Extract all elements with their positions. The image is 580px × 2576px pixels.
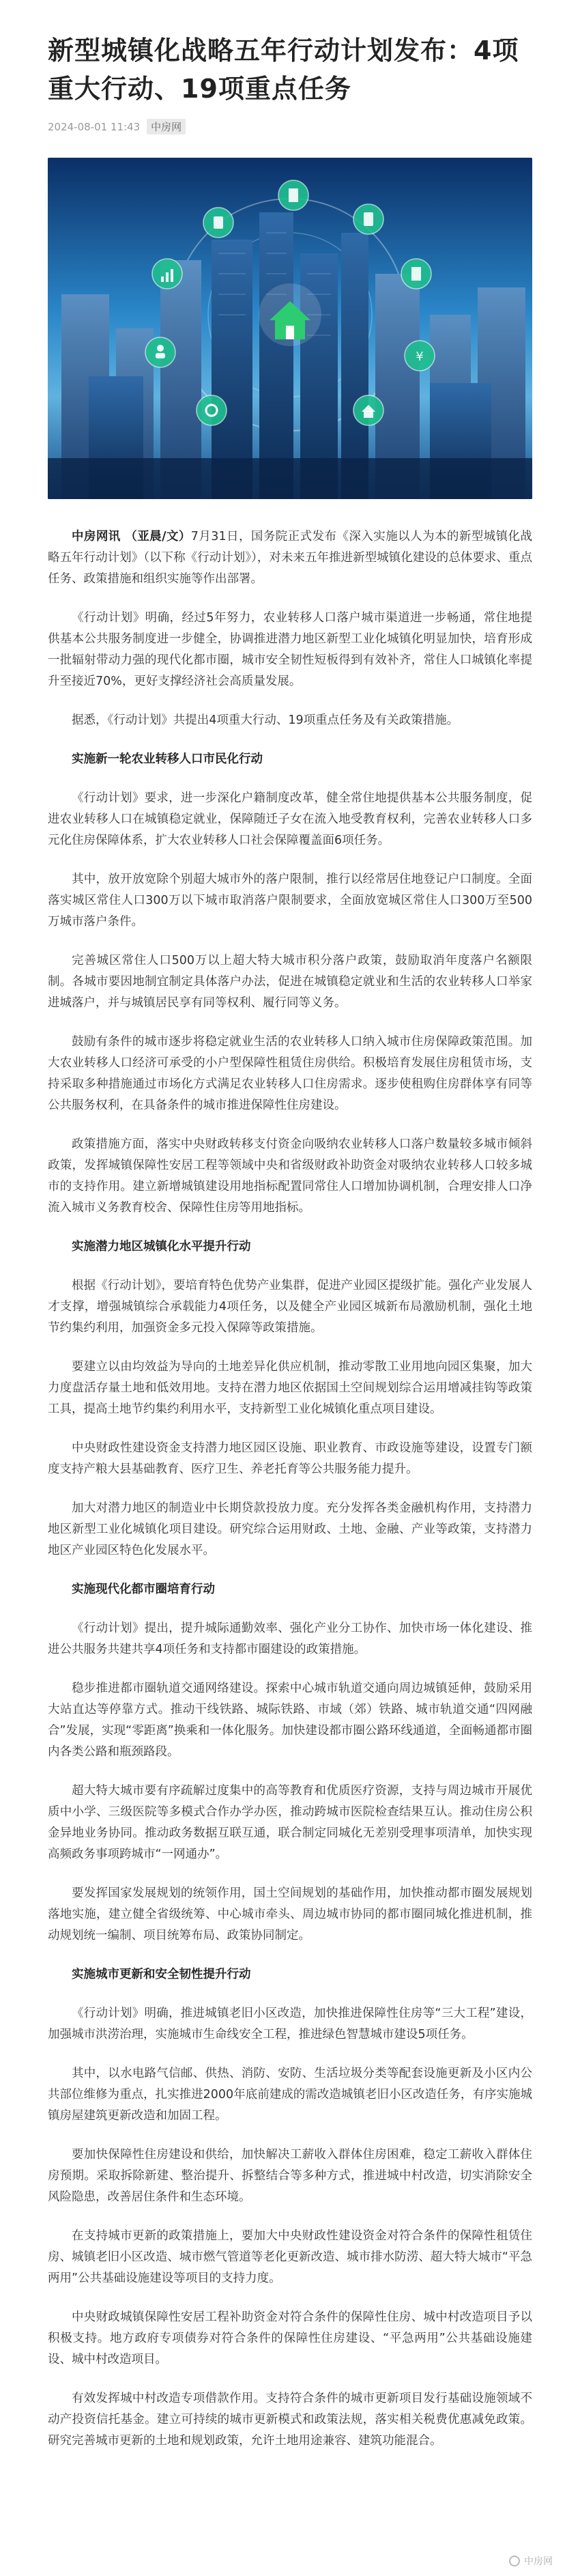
section-heading: 实施新一轮农业转移人口市民化行动: [72, 752, 263, 766]
body-paragraph: 《行动计划》要求，进一步深化户籍制度改革，健全常住地提供基本公共服务制度，促进农业转移人口在城镇稳定就业，保障随迁子女在流入地受教育权利，完善农业转移人口多元化住房保障体系，扩大农业转移人口社会保障覆盖面6项任务。: [48, 791, 532, 847]
city-illustration: [48, 158, 532, 499]
body-paragraph: 中央财政性建设资金支持潜力地区园区设施、职业教育、市政设施等建设，设置专门额度支持产粮大县基础教育、医疗卫生、养老托育等公共服务能力提升。: [48, 1441, 532, 1476]
lead-label: 中房网讯 （亚晨/文）: [72, 530, 191, 543]
body-paragraph: 根据《行动计划》，要培育特色优势产业集群，促进产业园区提级扩能。强化产业发展人才支撑，增强城镇综合承载能力4项任务，以及健全产业园区城新布局激励机制，强化土地节约集约利用，加强资金多元投入保障等政策措施。: [48, 1279, 532, 1335]
body-paragraph: 要发挥国家发展规划的统领作用，国土空间规划的基础作用，加快推动都市圈发展规划落地实施，建立健全省级统筹、中心城市牵头、周边城市协同的都市圈同城化推进机制，推动规划统一编制、项目统筹布局、政策协同制定。: [48, 1886, 532, 1942]
section-heading: 实施潜力地区城镇化水平提升行动: [72, 1240, 251, 1254]
lead-text: 7月31日，国务院正式发布《深入实施以人为本的新型城镇化战略五年行动计划》（以下称《行动计划》），对未来五年推进新型城镇化建设的总体要求、重点任务、政策措施和组织实施等作出部署。: [48, 530, 532, 586]
person-icon: [145, 337, 175, 367]
body-paragraph: 有效发挥城中村改造专项借款作用。支持符合条件的城市更新项目发行基础设施领域不动产投资信托基金。建立可持续的城市更新模式和政策法规，落实相关税费优惠减免政策。研究完善城市更新的土地和规划政策，允许土地用途兼容、建筑功能混合。: [48, 2392, 532, 2448]
body-paragraph: 中央财政城镇保障性安居工程补助资金对符合条件的保障性住房、城中村改造项目予以积极支持。地方政府专项债券对符合条件的保障性住房建设、“平急两用”公共基础设施建设、城中村改造项目。: [48, 2310, 532, 2366]
article-meta: [48, 119, 532, 135]
body-paragraph: 超大特大城市要有序疏解过度集中的高等教育和优质医疗资源，支持与周边城市开展优质中小学、三级医院等多模式合作办学办医，推动跨城市医院检查结果互认。推动住房公积金异地业务协同。推动政务数据互联互通，联合制定同城化无差别受理事项清单，加快实现高频政务事项跨城市“一网通办”。: [48, 1784, 532, 1861]
source-tag[interactable]: 中房网: [147, 119, 186, 135]
body-paragraph: 据悉，《行动计划》共提出4项重大行动、19项重点任务及有关政策措施。: [72, 713, 459, 727]
article-title: 新型城镇化战略五年行动计划发布：4项重大行动、19项重点任务: [48, 36, 519, 104]
body-paragraph: 其中，放开放宽除个别超大城市外的落户限制，推行以经常居住地登记户口制度。全面落实城区常住人口300万以下城市取消落户限制要求，全面放宽城区常住人口300万至500万城市落户条件。: [48, 873, 532, 929]
house-icon: [259, 283, 321, 346]
settings-icon: [197, 395, 227, 425]
body-paragraph: 完善城区常住人口500万以上超大特大城市积分落户政策，鼓励取消年度落户名额限制。各城市要因地制宜制定具体落户办法，促进在城镇稳定就业和生活的农业转移人口举家进城落户，并与城镇居民享有同等权利、履行同等义务。: [48, 954, 532, 1010]
footer-brand: 中房网: [524, 2556, 553, 2567]
body-paragraph: 政策措施方面，落实中央财政转移支付资金向吸纳农业转移人口落户数量较多城市倾斜政策，发挥城镇保障性安居工程等领域中央和省级财政补助资金对吸纳农业转移人口较多城市的支持作用。建立新增城镇建设用地指标配置同常住人口增加协调机制，合理安排人口净流入城市义务教育校舍、保障性住房等用地指标。: [48, 1137, 532, 1215]
body-paragraph: 要加快保障性住房建设和供给，加快解决工薪收入群体住房困难，稳定工薪收入群体住房预期。采取拆除新建、整治提升、拆整结合等多种方式，推进城中村改造，切实消除安全风险隐患，改善居住条件和生态环境。: [48, 2148, 532, 2204]
lead-paragraph: [48, 526, 532, 590]
footer-watermark: [509, 2554, 553, 2568]
section-heading: 实施城市更新和安全韧性提升行动: [72, 1968, 251, 1981]
brand-logo-icon: [509, 2556, 520, 2566]
body-paragraph: 要建立以由均效益为导向的土地差异化供应机制，推动零散工业用地向园区集聚，加大力度盘活存量土地和低效用地。支持在潜力地区依据国土空间规划综合运用增减挂钩等政策工具，提高土地节约集约利用水平，支持新型工业化城镇化重点项目建设。: [48, 1360, 532, 1416]
body-paragraph: 《行动计划》提出，提升城际通勤效率、强化产业分工协作、加快市场一体化建设、推进公共服务共建共享4项任务和支持都市圈建设的政策措施。: [48, 1622, 532, 1656]
body-paragraph: 稳步推进都市圈轨道交通网络建设。探索中心城市轨道交通向周边城镇延伸，鼓励采用大站直达等停靠方式。推动干线铁路、城际铁路、市域（郊）铁路、城市轨道交通“四网融合”发展，实现“零距离”换乘和一体化服务。加快建设都市圈公路环线通道，全面畅通都市圈内各类公路和瓶颈路段。: [48, 1682, 532, 1759]
body-paragraph: 加大对潜力地区的制造业中长期贷款投放力度。充分发挥各类金融机构作用，支持潜力地区新型工业化城镇化项目建设。研究综合运用财政、土地、金融、产业等政策，支持潜力地区产业园区特色化发展水平。: [48, 1501, 532, 1557]
body-paragraph: 在支持城市更新的政策措施上，要加大中央财政性建设资金对符合条件的保障性租赁住房、城镇老旧小区改造、城市燃气管道等老化更新改造、城市排水防涝、超大特大城市“平急两用”公共基础设施建设等项目的支持力度。: [48, 2229, 532, 2285]
section-heading: 实施现代化都市圈培育行动: [72, 1583, 215, 1596]
body-paragraph: 鼓励有条件的城市逐步将稳定就业生活的农业转移人口纳入城市住房保障政策范围。加大农业转移人口经济可承受的小户型保障性租赁住房供给。积极培育发展住房租赁市场，支持采取多种措施通过市场化方式满足农业转移人口住房需求。逐步使租购住房群体享有同等公共服务权利，在具备条件的城市推进保障性住房建设。: [48, 1035, 532, 1112]
hero-image: [48, 158, 532, 499]
body-paragraph: 《行动计划》明确，推进城镇老旧小区改造，加快推进保障性住房等“三大工程”建设，加强城市洪涝治理，实施城市生命线安全工程，推进绿色智慧城市建设5项任务。: [48, 2007, 532, 2041]
body-paragraph: 其中，以水电路气信邮、供热、消防、安防、生活垃圾分类等配套设施更新及小区内公共部位维修为重点，扎实推进2000年底前建成的需改造城镇老旧小区改造任务，有序实施城镇房屋建筑更新改造和加固工程。: [48, 2067, 532, 2123]
svg-text:¥: ¥: [416, 350, 424, 364]
publish-date: 2024-08-01 11:43: [48, 120, 141, 133]
article-body: [48, 526, 532, 2452]
body-paragraph: 《行动计划》明确，经过5年努力，农业转移人口落户城市渠道进一步畅通，常住地提供基本公共服务制度进一步健全，协调推进潜力地区新型工业化城镇化明显加快，培育形成一批辐射带动力强的现代化都市圈，城市安全韧性短板得到有效补齐，常住人口城镇化率提升至接近70%，更好支撑经济社会高质量发展。: [48, 611, 532, 688]
